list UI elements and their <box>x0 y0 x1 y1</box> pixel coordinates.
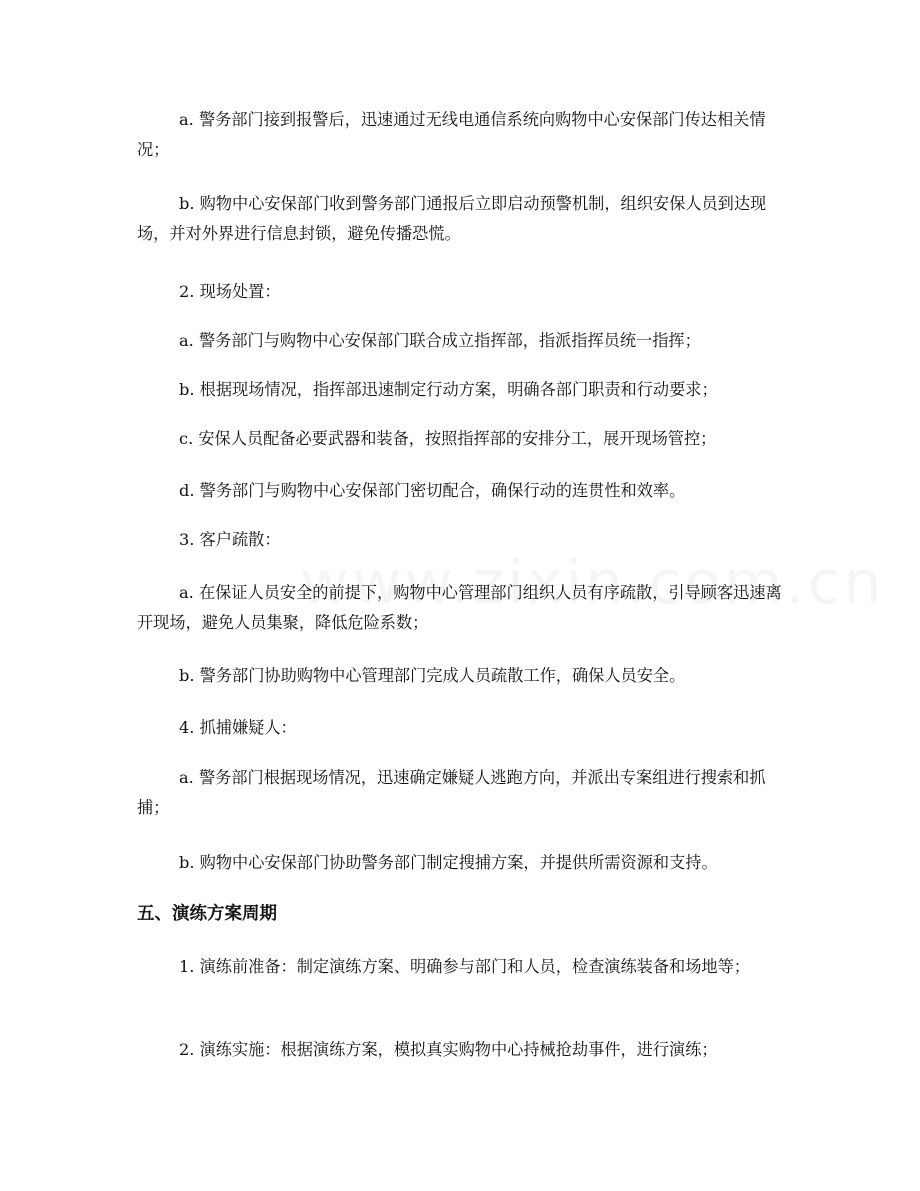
paragraph-drill-implementation: 2. 演练实施：根据演练方案，模拟真实购物中心持械抢劫事件，进行演练； <box>179 1040 718 1059</box>
paragraph-cooperation: d. 警务部门与购物中心安保部门密切配合，确保行动的连贯性和效率。 <box>179 481 686 500</box>
paragraph-search-plan: b. 购物中心安保部门协助警务部门制定搜捕方案，并提供所需资源和支持。 <box>179 853 718 872</box>
section-heading-drill-cycle: 五、演练方案周期 <box>137 904 277 924</box>
subheading-arrest-suspect: 4. 抓捕嫌疑人： <box>179 718 297 737</box>
paragraph-orderly-evacuation: a. 在保证人员安全的前提下，购物中心管理部门组织人员有序疏散，引导顾客迅速离开现场，避免人员集聚，降低危险系数； <box>137 583 782 632</box>
paragraph-evacuation-assist: b. 警务部门协助购物中心管理部门完成人员疏散工作，确保人员安全。 <box>179 666 686 685</box>
paragraph-early-warning: b. 购物中心安保部门收到警务部门通报后立即启动预警机制，组织安保人员到达现场，并对外界进行信息封锁，避免传播恐慌。 <box>137 194 767 243</box>
paragraph-action-plan: b. 根据现场情况，指挥部迅速制定行动方案，明确各部门职责和行动要求； <box>179 380 718 399</box>
subheading-onsite-handling: 2. 现场处置： <box>179 282 281 301</box>
paragraph-drill-preparation: 1. 演练前准备：制定演练方案、明确参与部门和人员，检查演练装备和场地等； <box>179 957 750 976</box>
subheading-customer-evacuation: 3. 客户疏散： <box>179 530 281 549</box>
paragraph-search-team: a. 警务部门根据现场情况，迅速确定嫌疑人逃跑方向，并派出专案组进行搜索和抓捕； <box>137 768 766 817</box>
paragraph-security-equipment: c. 安保人员配备必要武器和装备，按照指挥部的安排分工，展开现场管控； <box>179 429 717 448</box>
paragraph-alert-relay: a. 警务部门接到报警后，迅速通过无线电通信系统向购物中心安保部门传达相关情况； <box>137 110 766 159</box>
paragraph-command-post: a. 警务部门与购物中心安保部门联合成立指挥部，指派指挥员统一指挥； <box>179 331 701 350</box>
